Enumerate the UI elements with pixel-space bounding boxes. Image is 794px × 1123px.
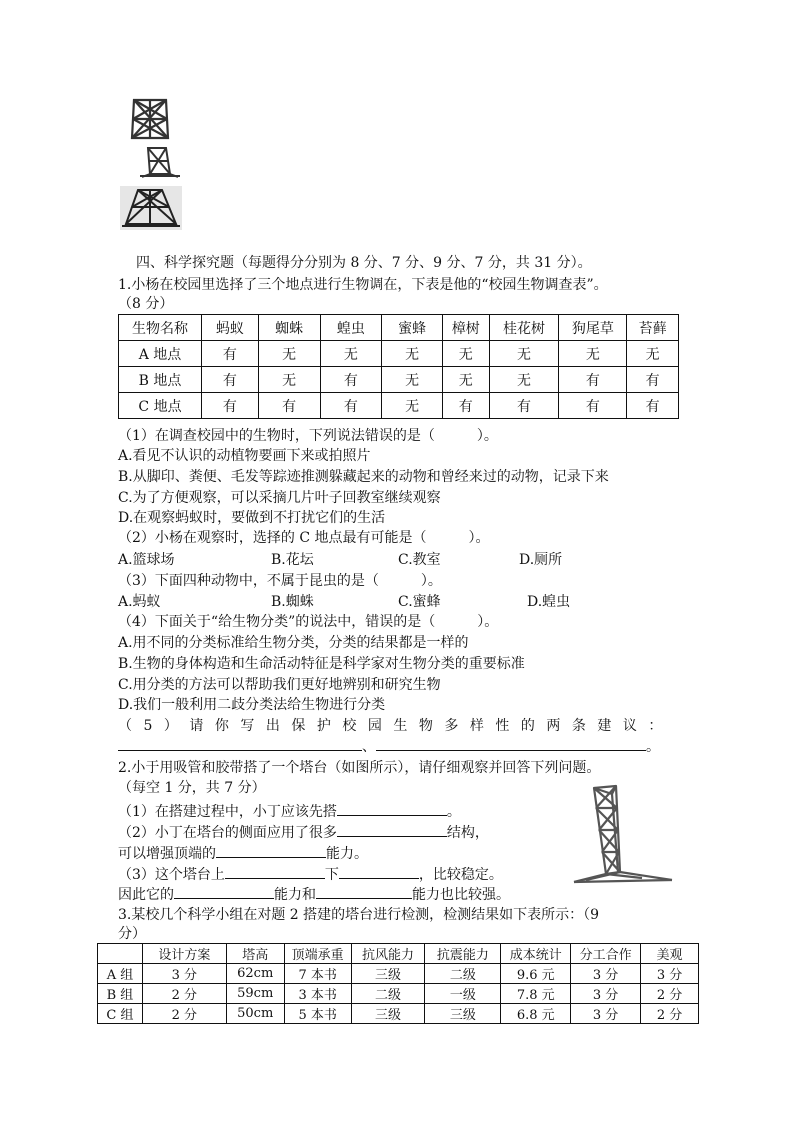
q2-sub2-cont — [118, 843, 368, 864]
table-cell: 无 — [382, 393, 443, 419]
q2-sub2-text: （2）小丁在塔台的侧面应用了很多 — [118, 825, 337, 841]
table-cell: 有 — [202, 393, 259, 419]
q1-sub1-option-c: C.为了方便观察，可以采摘几片叶子回教室继续观察 — [118, 490, 441, 506]
q2-sub3-text-d: 因此它的 — [118, 887, 174, 903]
table-row — [98, 1004, 699, 1024]
answer-blank[interactable] — [339, 864, 419, 879]
header-cell: 生物名称 — [119, 315, 202, 341]
table-cell: 有 — [443, 393, 490, 419]
table-cell: 59cm — [226, 984, 284, 1004]
q2-sub2-text-d: 能力。 — [326, 846, 368, 862]
q2-sub3 — [118, 864, 503, 885]
q1-sub4: （4）下面关于“给生物分类”的说法中，错误的是（ ）。 — [118, 614, 499, 630]
q1-sub3-option-c: C.蜜蜂 — [398, 594, 441, 610]
table-cell: 有 — [489, 393, 559, 419]
table-row — [119, 367, 679, 393]
table-cell: 有 — [320, 367, 382, 393]
q2-sub1-text: （1）在搭建过程中，小丁应该先搭 — [118, 804, 337, 820]
q1-sub3-option-b: B.蜘蛛 — [271, 594, 314, 610]
table-cell: 无 — [627, 341, 679, 367]
q1-sub1: （1）在调查校园中的生物时，下列说法错误的是（ ）。 — [118, 428, 498, 444]
table-cell: 3 分 — [142, 964, 226, 984]
answer-blank[interactable] — [174, 884, 274, 899]
q2-sub3-text-b: 下 — [324, 867, 339, 883]
q1-sub2-option-a: A.篮球场 — [118, 552, 175, 568]
q2-score: （每空 1 分，共 7 分） — [118, 780, 266, 796]
q1-sub2-option-d: D.厕所 — [519, 552, 563, 568]
tower-figure-1 — [128, 98, 172, 140]
table-cell: 2 分 — [142, 1004, 226, 1024]
table-cell: 9.6 元 — [501, 964, 571, 984]
q1-sub1-option-a: A.看见不认识的动植物要画下来或拍照片 — [118, 448, 371, 464]
table-cell: 有 — [627, 367, 679, 393]
table-cell: C 地点 — [119, 393, 202, 419]
header-cell: 美观 — [641, 944, 699, 964]
q3-score: 分） — [118, 926, 146, 942]
header-cell: 抗震能力 — [425, 944, 501, 964]
header-cell: 抗风能力 — [351, 944, 425, 964]
table-cell: 有 — [202, 367, 259, 393]
table-cell: 7.8 元 — [501, 984, 571, 1004]
q1-sub1-option-b: B.从脚印、粪便、毛发等踪迹推测躲藏起来的动物和曾经来过的动物，记录下来 — [118, 469, 609, 485]
table-cell: 无 — [443, 341, 490, 367]
header-cell: 蚂蚁 — [202, 315, 259, 341]
table-cell: 6.8 元 — [501, 1004, 571, 1024]
table-cell: 有 — [320, 393, 382, 419]
q1-sub3: （3）下面四种动物中，不属于昆虫的是（ ）。 — [118, 573, 442, 589]
table-cell: 2 分 — [142, 984, 226, 1004]
table-cell: 有 — [627, 393, 679, 419]
q1-sub4-option-a: A.用不同的分类标准给生物分类，分类的结果都是一样的 — [118, 635, 469, 651]
q1-sub5-answer-line — [118, 736, 660, 757]
header-cell: 蜘蛛 — [258, 315, 320, 341]
table-cell: 无 — [559, 341, 627, 367]
table-cell: 一级 — [425, 984, 501, 1004]
q1-sub3-option-d: D.蝗虫 — [527, 594, 571, 610]
table-row — [119, 341, 679, 367]
table-cell: 有 — [258, 393, 320, 419]
q1-sub3-option-a: A.蚂蚁 — [118, 594, 161, 610]
table-cell: 二级 — [425, 964, 501, 984]
q1-sub5: （5）请你写出保护校园生物多样性的两条建议： — [118, 718, 674, 734]
q1-stem: 1.小杨在校园里选择了三个地点进行生物调在，下表是他的“校园生物调查表”。 — [118, 277, 608, 293]
tower-test-results-table — [97, 943, 699, 1024]
q2-sub2-text-b: 结构， — [446, 825, 489, 841]
q2-sub2-text-c: 可以增强顶端的 — [118, 846, 216, 862]
table-cell: 无 — [258, 367, 320, 393]
tower-figure-3 — [120, 186, 182, 230]
q2-sub1 — [118, 801, 461, 822]
q2-sub3-text-e: 能力和 — [274, 887, 316, 903]
answer-blank-1[interactable] — [118, 736, 362, 751]
header-cell: 塔高 — [226, 944, 284, 964]
q1-sub4-option-c: C.用分类的方法可以帮助我们更好地辨别和研究生物 — [118, 677, 441, 693]
table-cell: B 地点 — [119, 367, 202, 393]
header-cell: 桂花树 — [489, 315, 559, 341]
q1-sub2: （2）小杨在观察时，选择的 C 地点最有可能是（ ）。 — [118, 530, 490, 546]
header-cell: 蜜蜂 — [382, 315, 443, 341]
table-cell: 无 — [382, 341, 443, 367]
table-cell: A 地点 — [119, 341, 202, 367]
straw-tower-figure — [572, 782, 676, 886]
separator: 、 — [362, 739, 376, 755]
table-cell: 无 — [382, 367, 443, 393]
table-header-row — [98, 944, 699, 964]
table-row — [119, 393, 679, 419]
header-cell: 设计方案 — [142, 944, 226, 964]
table-row — [98, 964, 699, 984]
q2-sub3-text-f: 能力也比较强。 — [412, 887, 510, 903]
table-cell: 3 分 — [571, 984, 641, 1004]
q1-sub1-option-d: D.在观察蚂蚁时，要做到不打扰它们的生活 — [118, 510, 386, 526]
answer-blank[interactable] — [225, 864, 325, 879]
table-cell: 2 分 — [641, 1004, 699, 1024]
table-cell: 三级 — [425, 1004, 501, 1024]
header-cell: 苔藓 — [627, 315, 679, 341]
table-cell: 无 — [489, 367, 559, 393]
table-cell: 2 分 — [641, 984, 699, 1004]
header-cell: 樟树 — [443, 315, 490, 341]
table-cell: 有 — [202, 341, 259, 367]
q2-sub2 — [118, 822, 489, 843]
header-cell: 狗尾草 — [559, 315, 627, 341]
q2-sub1-end: 。 — [446, 804, 461, 820]
table-cell: A 组 — [98, 964, 143, 984]
table-cell: 50cm — [226, 1004, 284, 1024]
q1-score: （8 分） — [118, 296, 174, 312]
table-cell: C 组 — [98, 1004, 143, 1024]
q1-sub2-option-c: C.教室 — [398, 552, 441, 568]
table-cell: 3 分 — [571, 964, 641, 984]
table-cell: B 组 — [98, 984, 143, 1004]
table-cell: 7 本书 — [284, 964, 351, 984]
answer-blank-2[interactable] — [376, 736, 646, 751]
table-cell: 无 — [443, 367, 490, 393]
answer-blank[interactable] — [337, 822, 447, 837]
header-cell: 顶端承重 — [284, 944, 351, 964]
table-cell: 3 分 — [571, 1004, 641, 1024]
answer-blank[interactable] — [316, 884, 412, 899]
q2-sub3-cont — [118, 884, 510, 905]
table-cell: 三级 — [351, 964, 425, 984]
table-cell: 3 分 — [641, 964, 699, 984]
end-mark: 。 — [646, 739, 660, 755]
table-cell: 5 本书 — [284, 1004, 351, 1024]
q1-sub4-option-b: B.生物的身体构造和生命活动特征是科学家对生物分类的重要标准 — [118, 656, 525, 672]
header-cell: 蝗虫 — [320, 315, 382, 341]
table-cell: 无 — [320, 341, 382, 367]
q2-stem: 2.小于用吸管和胶带搭了一个塔台（如图所示），请仔细观察并回答下列问题。 — [118, 760, 601, 776]
table-cell: 二级 — [351, 984, 425, 1004]
table-cell: 无 — [258, 341, 320, 367]
table-header-row — [119, 315, 679, 341]
header-cell: 分工合作 — [571, 944, 641, 964]
table-row — [98, 984, 699, 1004]
answer-blank[interactable] — [337, 801, 447, 816]
table-cell: 有 — [559, 393, 627, 419]
table-cell: 三级 — [351, 1004, 425, 1024]
q3-stem: 3.某校几个科学小组在对题 2 搭建的塔台进行检测，检测结果如下表所示：（9 — [118, 907, 600, 923]
table-cell: 62cm — [226, 964, 284, 984]
answer-blank[interactable] — [216, 843, 326, 858]
table-cell: 有 — [559, 367, 627, 393]
q1-sub2-option-b: B.花坛 — [271, 552, 314, 568]
tower-figure-2 — [138, 146, 182, 180]
header-cell — [98, 944, 143, 964]
q1-sub4-option-d: D.我们一般利用二歧分类法给生物进行分类 — [118, 697, 386, 713]
table-cell: 3 本书 — [284, 984, 351, 1004]
header-cell: 成本统计 — [501, 944, 571, 964]
table-cell: 无 — [489, 341, 559, 367]
section-4-title: 四、科学探究题（每题得分分别为 8 分、7 分、9 分、7 分，共 31 分）。 — [136, 255, 592, 271]
q2-sub3-text-c: ，比较稳定。 — [418, 867, 503, 883]
q2-sub3-text: （3）这个塔台上 — [118, 867, 225, 883]
campus-survey-table — [118, 314, 679, 419]
